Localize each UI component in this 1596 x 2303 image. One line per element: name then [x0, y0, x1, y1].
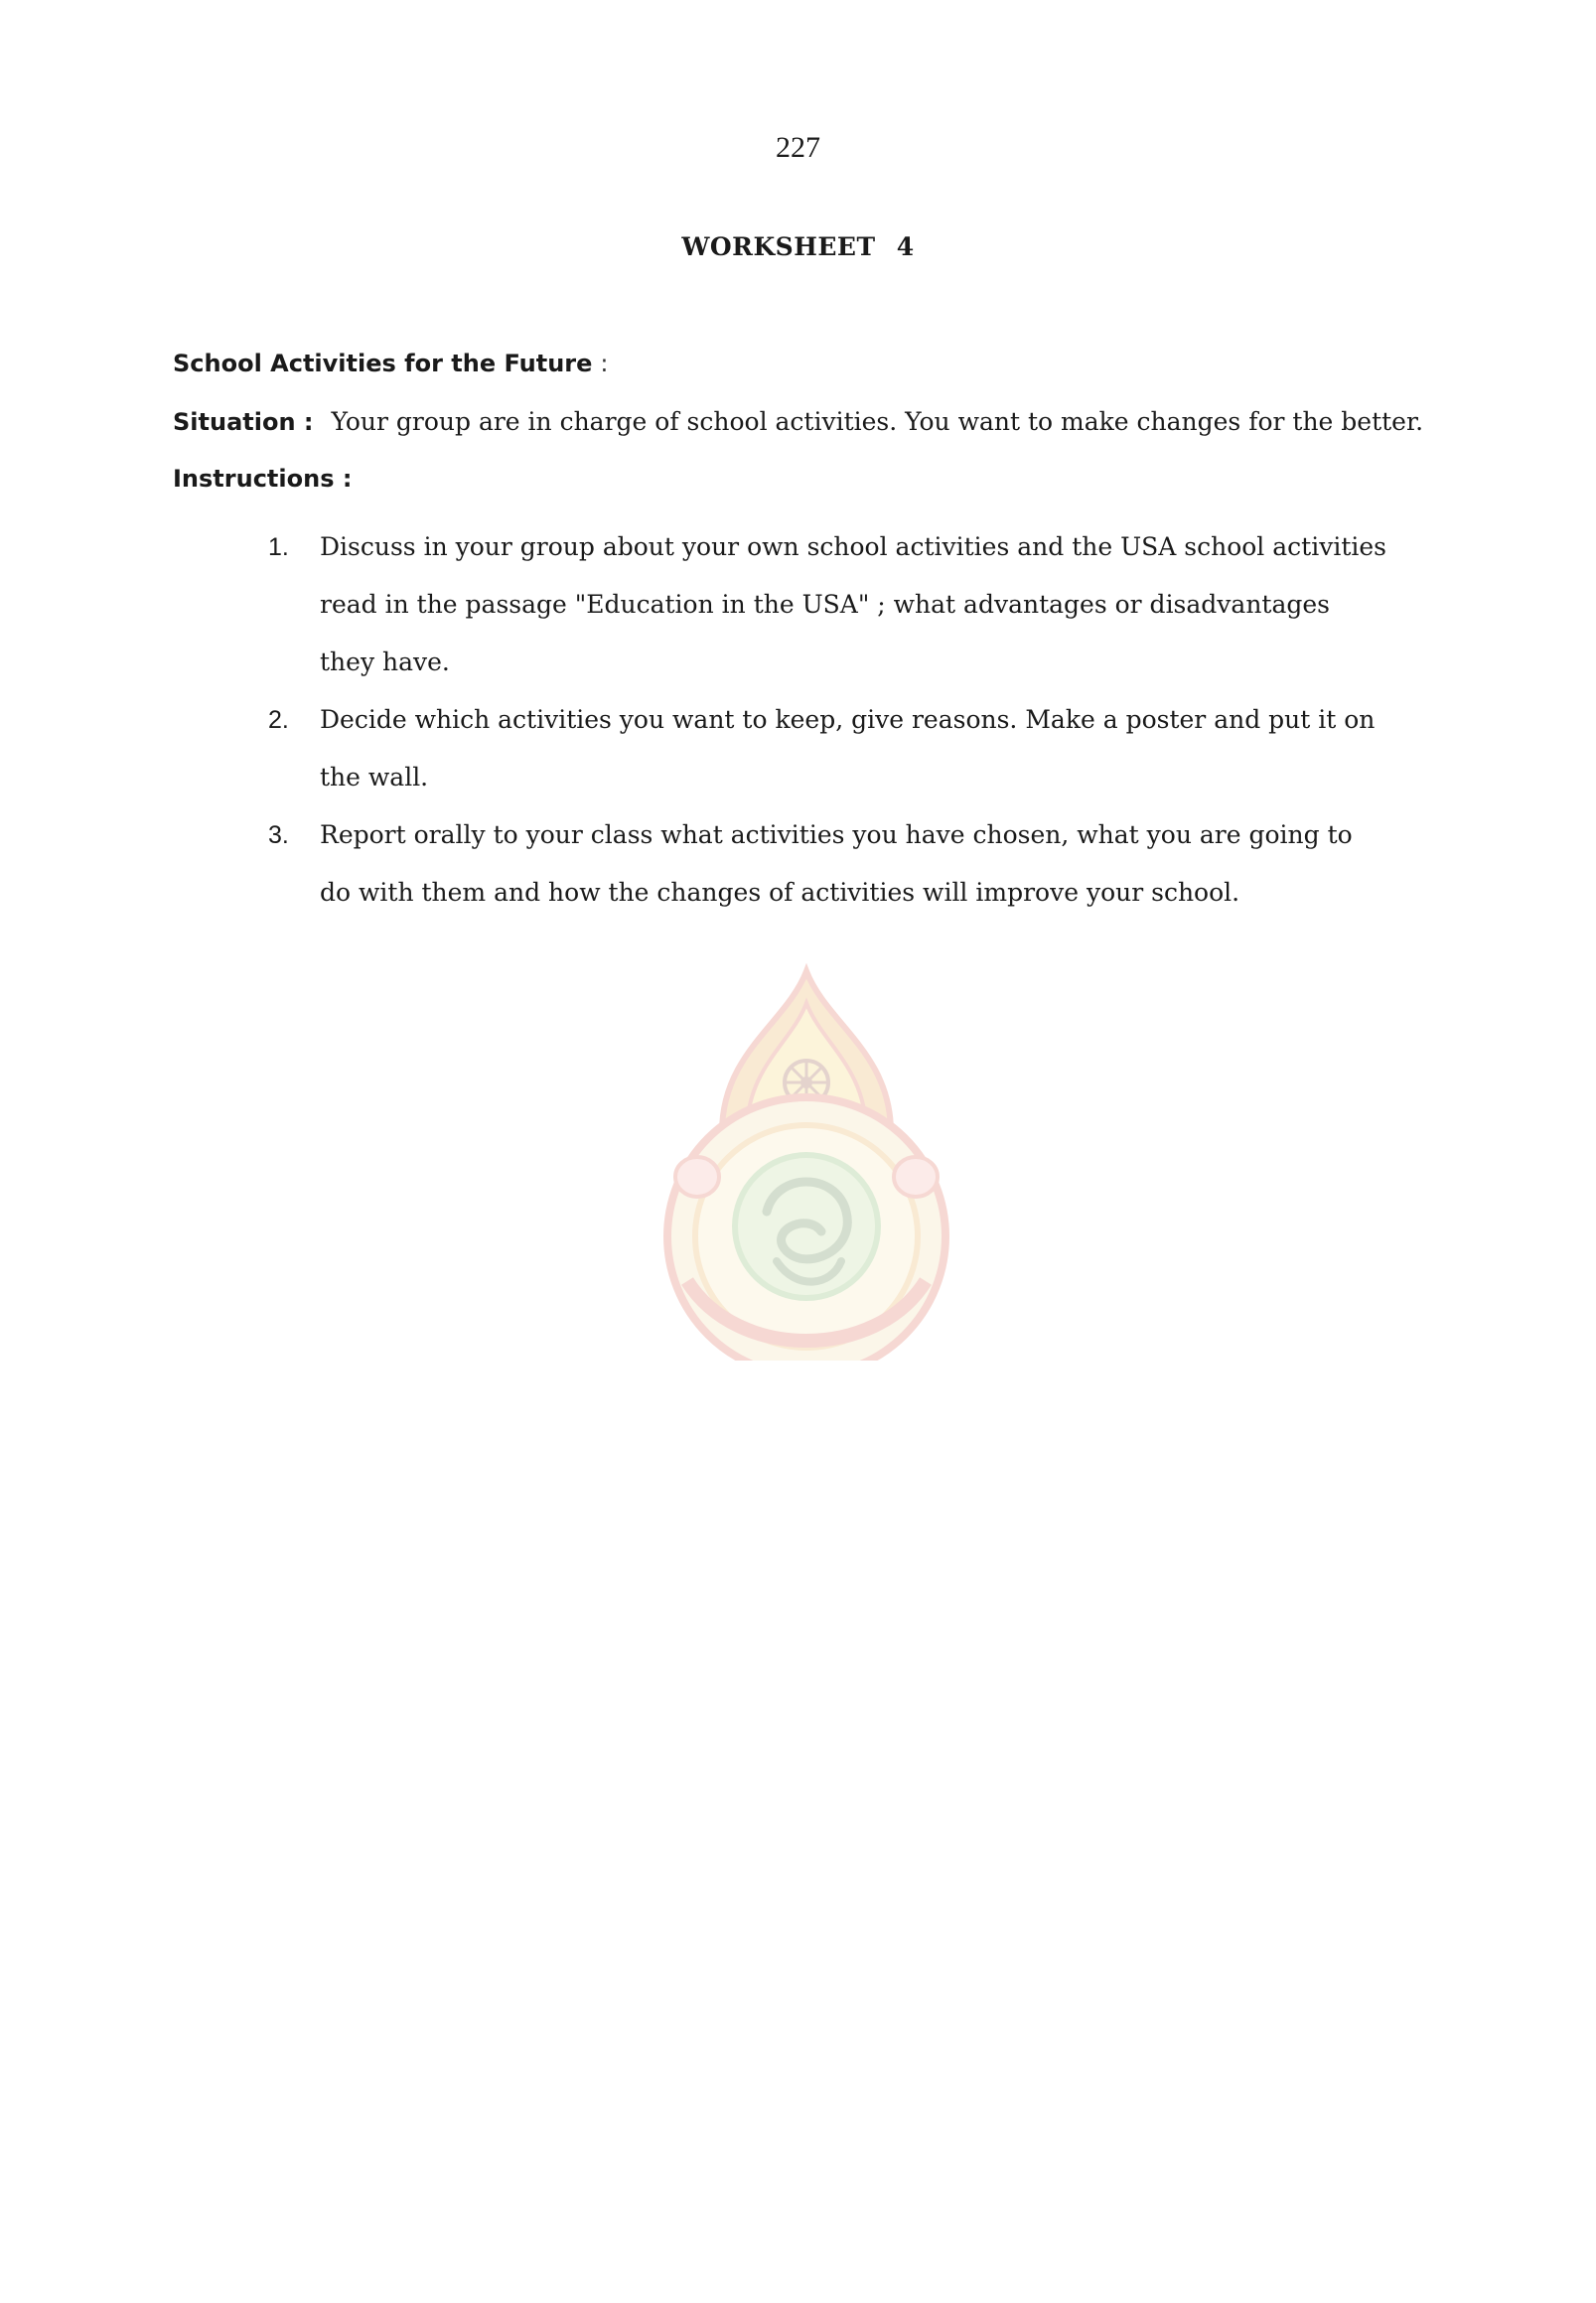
instruction-number: 3. — [268, 821, 289, 849]
situation-line — [173, 407, 1423, 436]
situation-label: Situation : — [173, 408, 314, 436]
worksheet-title: WORKSHEET 4 — [681, 232, 915, 261]
instruction-text: Report orally to your class what activities you have chosen, what you are going to do with them and how the changes of activities will improve your school. — [320, 820, 1353, 907]
activity-heading-colon: : — [600, 350, 609, 377]
instruction-number: 1. — [268, 533, 289, 561]
instruction-number: 2. — [268, 706, 289, 734]
activity-heading-text: School Activities for the Future — [173, 350, 593, 377]
page-number: 227 — [776, 131, 820, 164]
instruction-item — [268, 518, 1390, 691]
instruction-item — [268, 691, 1390, 806]
instruction-text: Discuss in your group about your own school activities and the USA school activities read in the passage "Education in the USA" ; what advantages or disadvantages they have. — [320, 532, 1386, 676]
instruction-text: Decide which activities you want to keep, give reasons. Make a poster and put it on the wall. — [320, 705, 1376, 792]
instruction-item — [268, 806, 1390, 922]
instructions-list — [268, 518, 1390, 922]
emblem-seal-icon — [657, 963, 955, 1361]
situation-text: Your group are in charge of school activities. You want to make changes for the better. — [331, 407, 1424, 436]
activity-heading — [173, 350, 609, 377]
instructions-label: Instructions : — [173, 465, 353, 493]
